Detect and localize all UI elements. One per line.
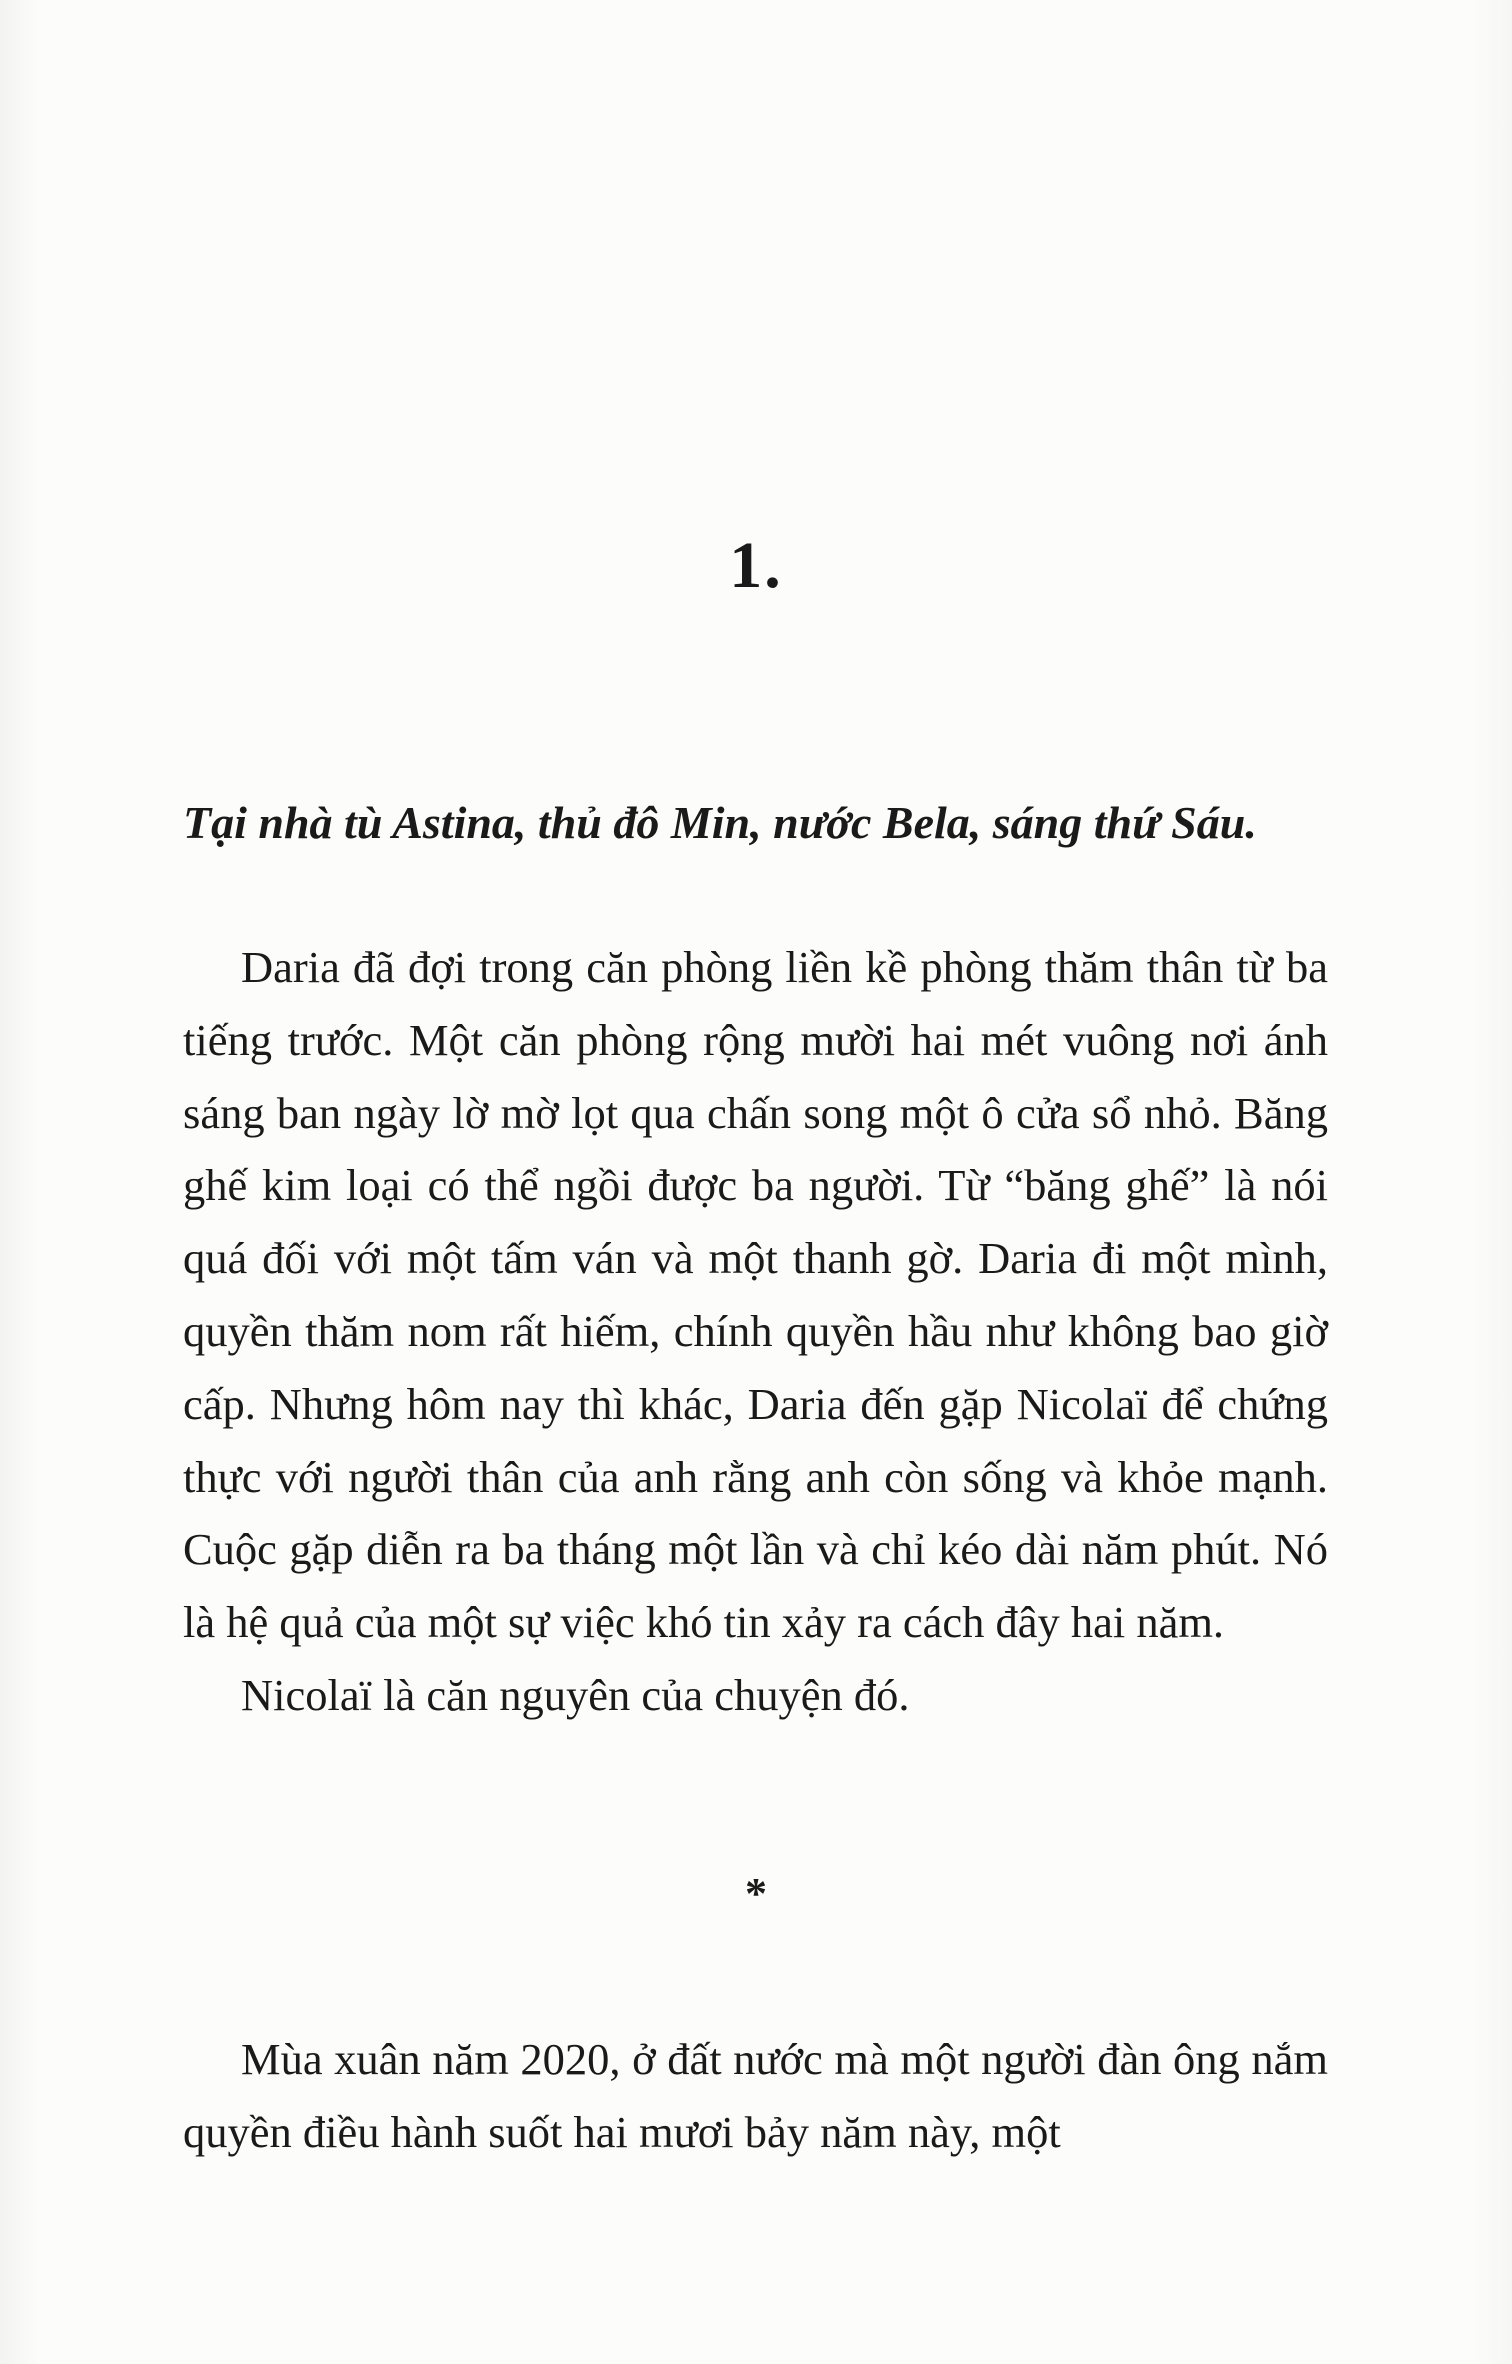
paragraph: Mùa xuân năm 2020, ở đất nước mà một người đàn ông nắm quyền điều hành suốt hai mươi bảy năm này, một [183,2034,1328,2157]
section-separator: * [745,1869,767,1918]
body-text-section-1 [183,931,1328,1732]
chapter-number: 1. [729,529,783,602]
chapter-setting-line: Tại nhà tù Astina, thủ đô Min, nước Bela, sáng thứ Sáu. [183,797,1257,848]
paragraph: Daria đã đợi trong căn phòng liền kề phòng thăm thân từ ba tiếng trước. Một căn phòng rộng mười hai mét vuông nơi ánh sáng ban ngày lờ mờ lọt qua chấn song một ô cửa sổ nhỏ. Băng ghế kim loại có thể ngồi được ba người. Từ “băng ghế” là nói quá đối với một tấm ván và một thanh gờ. Daria đi một mình, quyền thăm nom rất hiếm, chính quyền hầu như không bao giờ cấp. Nhưng hôm nay thì khác, Daria đến gặp Nicolaï để chứng thực với người thân của anh rằng anh còn sống và khỏe mạnh. Cuộc gặp diễn ra ba tháng một lần và chỉ kéo dài năm phút. Nó là hệ quả của một sự việc khó tin xảy ra cách đây hai năm. [183,942,1328,1648]
paragraph: Nicolaï là căn nguyên của chuyện đó. [241,1669,910,1720]
body-text-section-2 [183,2023,1328,2169]
